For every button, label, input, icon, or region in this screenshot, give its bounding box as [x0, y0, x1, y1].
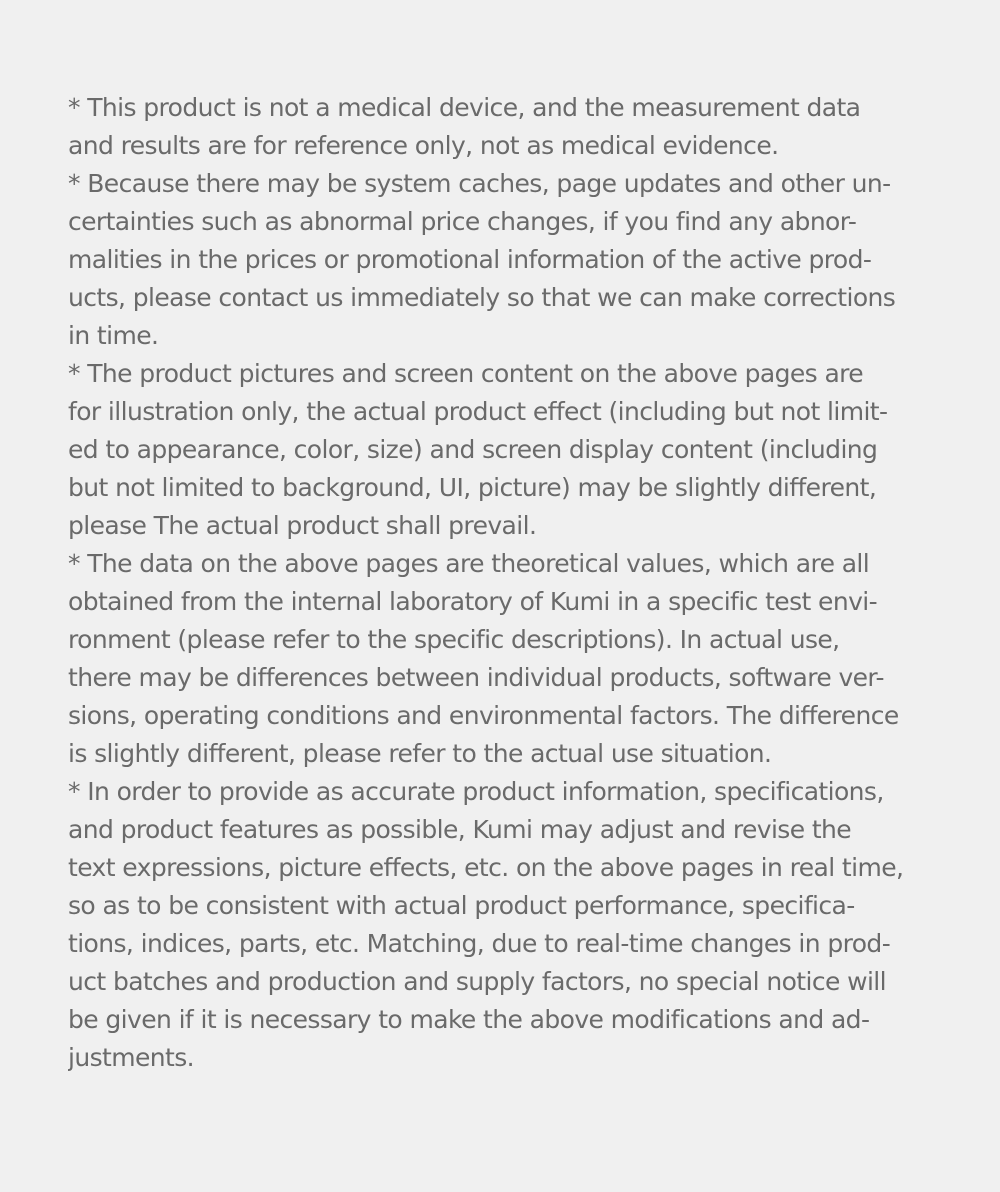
- disclaimer-line: please The actual product shall prevail.: [68, 511, 537, 540]
- disclaimer-line: * The data on the above pages are theoretical values, which are all: [68, 549, 870, 578]
- disclaimer-line: so as to be consistent with actual product performance, specifica-: [68, 891, 855, 920]
- disclaimer-line: there may be differences between individual products, software ver-: [68, 663, 884, 692]
- disclaimer-paragraph-medical: [68, 89, 948, 165]
- disclaimer-paragraph-illustration: [68, 355, 948, 545]
- disclaimer-line: uct batches and production and supply factors, no special notice will: [68, 967, 886, 996]
- disclaimer-text-block: [68, 89, 948, 1077]
- disclaimer-line: in time.: [68, 321, 159, 350]
- disclaimer-line: ronment (please refer to the specific descriptions). In actual use,: [68, 625, 840, 654]
- disclaimer-line: * This product is not a medical device, and the measurement data: [68, 93, 861, 122]
- disclaimer-paragraph-revisions: [68, 773, 948, 1077]
- disclaimer-line: justments.: [68, 1043, 194, 1072]
- disclaimer-line: * The product pictures and screen content on the above pages are: [68, 359, 864, 388]
- disclaimer-line: but not limited to background, UI, picture) may be slightly different,: [68, 473, 877, 502]
- disclaimer-paragraph-data-values: [68, 545, 948, 773]
- disclaimer-line: is slightly different, please refer to the actual use situation.: [68, 739, 772, 768]
- disclaimer-line: ucts, please contact us immediately so that we can make corrections: [68, 283, 896, 312]
- disclaimer-paragraph-pricing: [68, 165, 948, 355]
- disclaimer-line: tions, indices, parts, etc. Matching, due to real-time changes in prod-: [68, 929, 891, 958]
- disclaimer-line: * In order to provide as accurate product information, specifications,: [68, 777, 884, 806]
- disclaimer-line: for illustration only, the actual product effect (including but not limit-: [68, 397, 888, 426]
- disclaimer-line: text expressions, picture effects, etc. on the above pages in real time,: [68, 853, 904, 882]
- disclaimer-line: * Because there may be system caches, page updates and other un-: [68, 169, 891, 198]
- disclaimer-line: certainties such as abnormal price changes, if you find any abnor-: [68, 207, 857, 236]
- disclaimer-line: malities in the prices or promotional information of the active prod-: [68, 245, 872, 274]
- disclaimer-line: obtained from the internal laboratory of Kumi in a specific test envi-: [68, 587, 878, 616]
- disclaimer-line: ed to appearance, color, size) and screen display content (including: [68, 435, 878, 464]
- disclaimer-line: be given if it is necessary to make the above modifications and ad-: [68, 1005, 870, 1034]
- disclaimer-line: and product features as possible, Kumi may adjust and revise the: [68, 815, 852, 844]
- disclaimer-line: sions, operating conditions and environmental factors. The difference: [68, 701, 899, 730]
- disclaimer-line: and results are for reference only, not as medical evidence.: [68, 131, 779, 160]
